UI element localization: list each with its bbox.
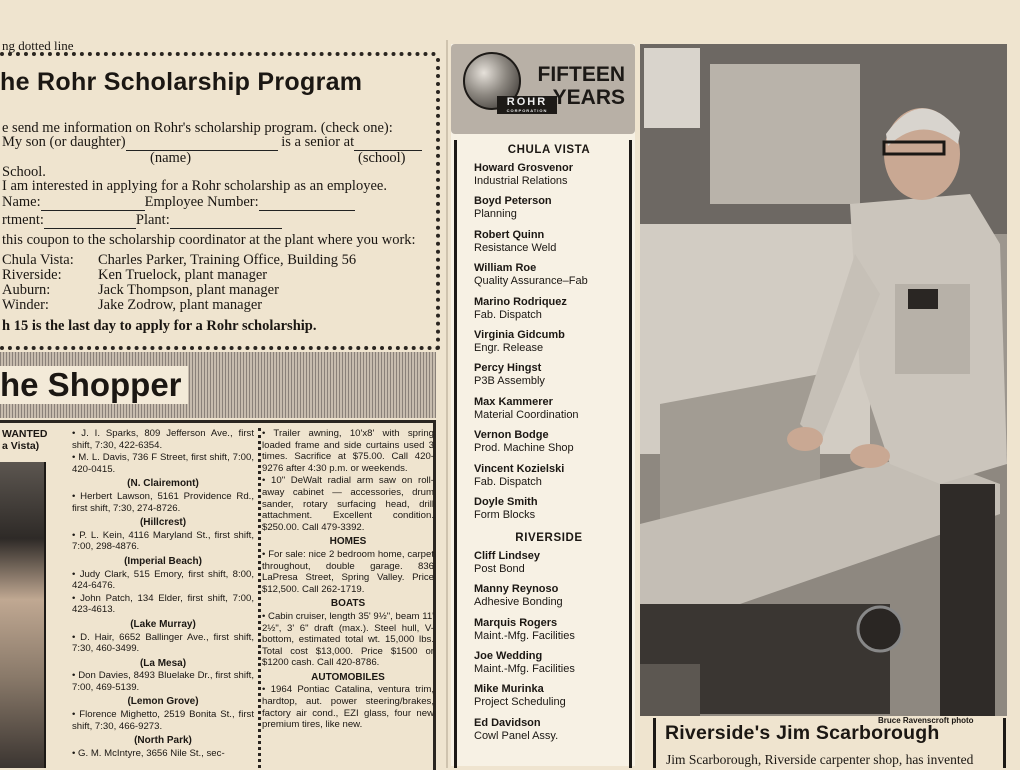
classified-heading: AUTOMOBILES [311, 671, 385, 683]
honoree-entry [474, 717, 624, 743]
honoree-name: Percy Hingst [474, 362, 542, 375]
coupon-instructions: this coupon to the scholarship coordinator at the plant where you work: [2, 232, 416, 248]
honoree-department: Engr. Release [474, 341, 544, 354]
plant-name: Winder: [2, 297, 49, 313]
honoree-entry [474, 195, 624, 221]
honoree-department: Maint.-Mfg. Facilities [474, 663, 575, 676]
honoree-name: Ed Davidson [474, 716, 541, 729]
honoree-department: Planning [474, 208, 517, 221]
honoree-department: Material Coordination [474, 408, 579, 421]
honoree-name: Virginia Gidcumb [474, 328, 565, 341]
cut-line-label: ng dotted line [2, 38, 74, 53]
honoree-entry [474, 583, 624, 609]
honoree-name: William Roe [474, 262, 537, 275]
photo-left-rule [653, 718, 656, 768]
location-heading: RIVERSIDE [515, 531, 583, 544]
name-field[interactable] [41, 210, 145, 211]
anniversary-left-rule [454, 140, 457, 768]
honoree-entry [474, 362, 624, 388]
classified-heading: (N. Clairemont) [127, 478, 199, 490]
classified-heading: (Imperial Beach) [124, 555, 202, 567]
honoree-name: Boyd Peterson [474, 195, 552, 208]
classified-ad: • Judy Clark, 515 Emory, first shift, 8:00, 424-6476. [72, 568, 254, 592]
plant-label: Plant: [135, 212, 170, 228]
son-name-field[interactable] [126, 150, 278, 151]
coupon-line-info-request: e send me information on Rohr's scholarship program. (check one): [2, 120, 393, 136]
honoree-entry [474, 396, 624, 422]
honoree-entry [474, 650, 624, 676]
classified-heading: (Hillcrest) [139, 517, 187, 529]
classified-ad: • Trailer awning, 10'x8' with spring loaded frame and side curtains used 3 times. Sacrifice at $75.00. Call 420-9276 after 4:30 p.m. or weekends. [262, 428, 434, 474]
coupon-title: he Rohr Scholarship Program [0, 68, 363, 96]
honoree-name: Cliff Lindsey [474, 549, 541, 562]
classified-ad: • John Patch, 134 Elder, first shift, 7:00, 423-4613. [72, 592, 254, 616]
honoree-entry [474, 429, 624, 455]
classified-ad: • Don Davies, 8493 Bluelake Dr., first shift, 7:00, 469-5139. [72, 670, 254, 693]
honoree-entry [474, 229, 624, 255]
wanted-photo [0, 462, 46, 768]
honoree-department: Maint.-Mfg. Facilities [474, 629, 575, 642]
anniversary-right-rule [629, 140, 632, 768]
honoree-department: Cowl Panel Assy. [474, 729, 559, 742]
senior-label: is a senior at [281, 134, 355, 150]
wanted-heading-text: WANTED [2, 428, 48, 440]
honoree-name: Doyle Smith [474, 495, 538, 508]
honoree-entry [474, 463, 624, 489]
classified-ad: • Cabin cruiser, length 35' 9½", beam 11' 2½", 3' 6" draft (max.). Steel hull, V-bottom, estimated total wt. 15,000 lbs. Total cost $13,000. Price $1500 or $1200 cash. Call 420-8786. [262, 610, 434, 669]
honoree-entry [474, 296, 624, 322]
department-field[interactable] [44, 228, 136, 229]
honoree-entry [474, 550, 624, 576]
gutter-rule [446, 40, 448, 768]
classified-ad: • D. Hair, 6652 Ballinger Ave., first shift, 7:30, 460-3499. [72, 631, 254, 655]
honoree-department: Prod. Machine Shop [474, 442, 574, 455]
banner-years: YEARS [552, 86, 625, 109]
classified-ad: • For sale: nice 2 bedroom home, carpet throughout, double garage. 836 LaPresa Street, Spring Valley. Price $12,500. Call 262-1719. [262, 548, 434, 595]
coupon-line-employee: I am interested in applying for a Rohr scholarship as an employee. [2, 178, 387, 194]
honoree-department: P3B Assembly [474, 375, 545, 388]
coupon-line-department [2, 212, 282, 229]
plant-coordinator: Jake Zodrow, plant manager [98, 297, 263, 313]
shopper-column-divider [258, 428, 261, 768]
plant-coordinator: Charles Parker, Training Office, Building 56 [98, 252, 357, 268]
honoree-name: Robert Quinn [474, 228, 545, 241]
workshop-photo [640, 44, 1007, 716]
coupon-line-son [2, 134, 422, 151]
anniversary-list [474, 144, 624, 750]
classified-ad: • Herbert Lawson, 5161 Providence Rd., first shift, 7:30, 274-8726. [72, 490, 254, 514]
shopper-column-forsale [262, 428, 434, 732]
honoree-name: Marino Rodriquez [474, 295, 567, 308]
classified-ad: • J. I. Sparks, 809 Jefferson Ave., first shift, 7:30, 422-6354. [72, 428, 254, 451]
wanted-heading [2, 428, 48, 452]
scholarship-coupon [0, 58, 440, 350]
employee-number-label: Employee Number: [144, 194, 259, 210]
honoree-name: Mike Murinka [474, 683, 544, 696]
photo-credit: Bruce Ravenscroft photo [878, 716, 974, 725]
honoree-entry [474, 162, 624, 188]
honoree-name: Max Kammerer [474, 395, 553, 408]
employee-number-field[interactable] [259, 210, 355, 211]
photo-illustration [640, 44, 1007, 716]
plant-coordinator: Jack Thompson, plant manager [98, 282, 279, 298]
honoree-entry [474, 262, 624, 288]
plant-field[interactable] [170, 228, 282, 229]
honoree-department: Quality Assurance–Fab [474, 275, 588, 288]
classified-ad: • 10" DeWalt radial arm saw on roll-away cabinet — accessories, drum sander, rotary surfacing head, drill attachment. Excellent condition. $250.00. Call 479-3392. [262, 475, 434, 533]
honoree-entry [474, 329, 624, 355]
classified-heading: HOMES [329, 536, 367, 548]
location-heading: CHULA VISTA [507, 144, 591, 156]
classified-ad: • P. L. Kein, 4116 Maryland St., first shift, 7:00, 298-4876. [72, 529, 254, 553]
honoree-name: Howard Grosvenor [474, 162, 574, 174]
classified-ad: • 1964 Pontiac Catalina, ventura trim, hardtop, aut. power steering/brakes, factory air cond., EZI glass, four new premium tires, like new. [262, 684, 434, 731]
honoree-name: Manny Reynoso [474, 583, 559, 596]
honoree-department: Project Scheduling [474, 696, 566, 709]
coupon-top-border [0, 52, 436, 56]
honoree-department: Adhesive Bonding [474, 596, 563, 609]
plant-name: Chula Vista: [2, 252, 74, 268]
honoree-name: Joe Wedding [474, 650, 543, 663]
honoree-department: Post Bond [474, 562, 525, 575]
name-hint: (name) [150, 150, 192, 166]
classified-heading: (Lemon Grove) [127, 696, 199, 708]
honoree-department: Fab. Dispatch [474, 308, 542, 321]
banner-fifteen: FIFTEEN [537, 63, 625, 86]
plant-name: Riverside: [2, 267, 62, 283]
coupon-line-name [2, 194, 355, 211]
photo-headline: Riverside's Jim Scarborough [665, 722, 940, 744]
classified-ad: • Florence Mighetto, 2519 Bonita St., first shift, 7:30, 466-9273. [72, 709, 254, 732]
honoree-department: Industrial Relations [474, 175, 568, 187]
coupon-line-school: School. [2, 164, 46, 180]
name-label: Name: [2, 194, 41, 210]
coupon-deadline: h 15 is the last day to apply for a Rohr scholarship. [2, 318, 317, 334]
classified-heading: (North Park) [134, 735, 192, 747]
honoree-name: Vincent Kozielski [474, 462, 565, 475]
honoree-department: Fab. Dispatch [474, 475, 542, 488]
photo-caption: Jim Scarborough, Riverside carpenter shop, has invented [666, 752, 974, 767]
shopper-title: he Shopper [0, 366, 188, 404]
honoree-department: Resistance Weld [474, 241, 557, 254]
honoree-entry [474, 496, 624, 522]
plant-row [2, 297, 262, 314]
photo-right-rule [1003, 718, 1006, 768]
honoree-department: Form Blocks [474, 508, 536, 521]
plant-coordinator: Ken Truelock, plant manager [98, 267, 268, 283]
honoree-name: Vernon Bodge [474, 429, 549, 442]
honoree-entry [474, 683, 624, 709]
classified-ad: • G. M. McIntyre, 3656 Nile St., sec- [72, 747, 225, 759]
rohr-logo [497, 96, 557, 114]
classified-ad: • M. L. Davis, 736 F Street, first shift, 7:00, 420-0415. [72, 452, 254, 475]
anniversary-banner [451, 44, 635, 134]
honoree-entry [474, 617, 624, 643]
department-label: rtment: [2, 212, 44, 228]
wanted-subheading-text: a Vista) [2, 440, 40, 452]
school-hint: (school) [358, 150, 406, 166]
classified-heading: (Lake Murray) [130, 618, 196, 630]
son-label: My son (or daughter) [2, 134, 126, 150]
classified-heading: BOATS [330, 598, 366, 610]
classified-heading: (La Mesa) [139, 657, 187, 669]
rohr-logo-subtext: CORPORATION [506, 108, 548, 113]
plant-name: Auburn: [2, 282, 51, 298]
shopper-column-riders [72, 428, 254, 760]
rohr-logo-text: ROHR [506, 96, 548, 108]
honoree-name: Marquis Rogers [474, 616, 558, 629]
